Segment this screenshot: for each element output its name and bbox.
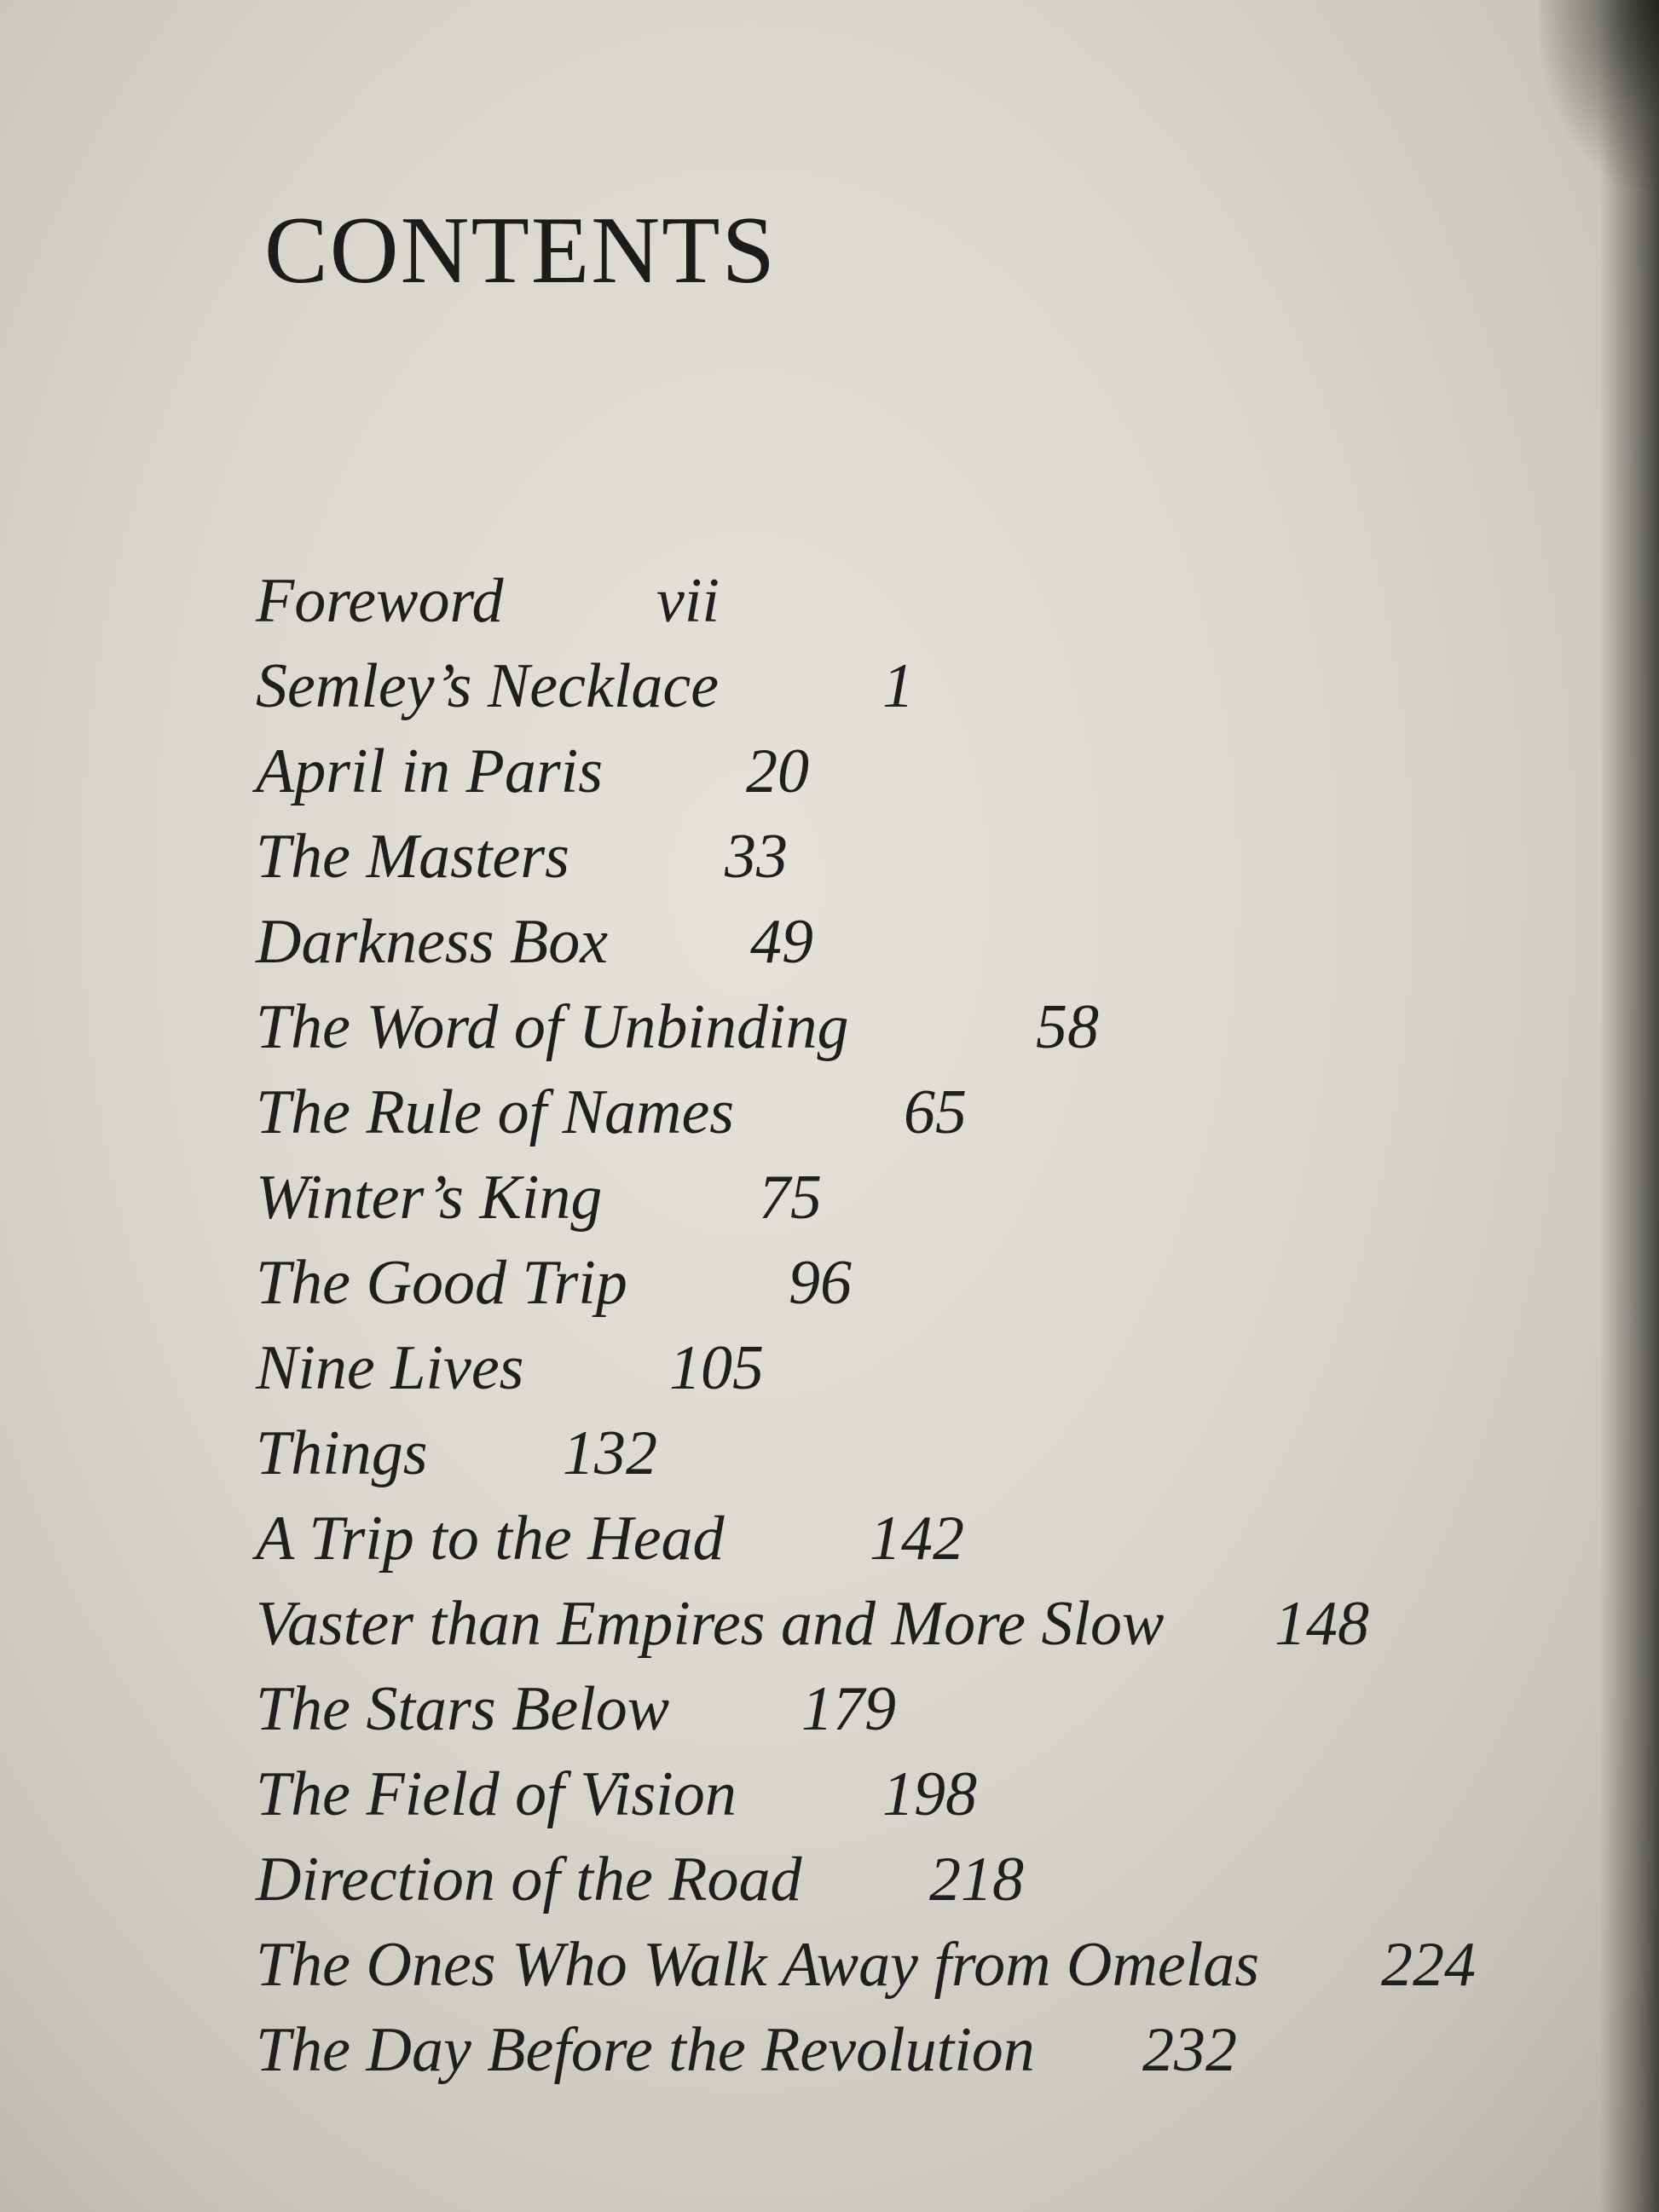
toc-entry-page: 105 bbox=[669, 1333, 764, 1403]
toc-entry-title: Winter’s King bbox=[256, 1163, 603, 1233]
toc-entry-page: 132 bbox=[563, 1418, 657, 1488]
toc-entry-page: 179 bbox=[801, 1674, 896, 1744]
toc-entry-title: The Stars Below bbox=[256, 1674, 670, 1744]
toc-entry-page: 198 bbox=[882, 1759, 977, 1829]
toc-entry-title: The Rule of Names bbox=[256, 1077, 735, 1147]
toc-entry-title: April in Paris bbox=[256, 736, 604, 806]
toc-entry-title: The Masters bbox=[256, 822, 569, 892]
toc-entry-title: The Word of Unbinding bbox=[256, 992, 849, 1062]
corner-shadow bbox=[1540, 0, 1659, 188]
toc-entry-title: Vaster than Empires and More Slow bbox=[256, 1589, 1165, 1659]
toc-entry-page: 142 bbox=[870, 1504, 964, 1574]
toc-entry-page: 58 bbox=[1036, 992, 1099, 1062]
toc-entry-page: 20 bbox=[746, 736, 809, 806]
toc-entry-page: 1 bbox=[882, 651, 914, 721]
toc-entry-page: 218 bbox=[929, 1845, 1024, 1915]
toc-entry-page: 224 bbox=[1381, 1930, 1476, 2000]
toc-entry-title: Direction of the Road bbox=[256, 1845, 802, 1915]
toc-entry-title: The Field of Vision bbox=[256, 1759, 737, 1829]
toc-entry-page: 75 bbox=[759, 1163, 822, 1233]
toc-entry-title: The Ones Who Walk Away from Omelas bbox=[256, 1930, 1260, 2000]
toc-entry-title: Darkness Box bbox=[256, 907, 609, 977]
toc-entry-title: The Day Before the Revolution bbox=[256, 2015, 1035, 2085]
contents-heading: CONTENTS bbox=[264, 198, 777, 303]
toc-entry-page: 65 bbox=[904, 1077, 967, 1147]
toc-entry-page: 148 bbox=[1275, 1589, 1369, 1659]
toc-entry-title: Things bbox=[256, 1418, 428, 1488]
toc-entry-page: 33 bbox=[725, 822, 788, 892]
toc-entry-title: Nine Lives bbox=[256, 1333, 524, 1403]
toc-entry-title: A Trip to the Head bbox=[256, 1504, 725, 1574]
page-edge-shadow bbox=[1599, 0, 1659, 2212]
toc-entry-title: Semley’s Necklace bbox=[256, 651, 720, 721]
toc-entry-title: The Good Trip bbox=[256, 1248, 627, 1318]
toc-entry-page: vii bbox=[656, 566, 720, 636]
toc-entry-page: 96 bbox=[789, 1248, 852, 1318]
toc-entry-title: Foreword bbox=[256, 566, 504, 636]
toc-entry-page: 232 bbox=[1142, 2015, 1237, 2085]
toc-entry-page: 49 bbox=[750, 907, 813, 977]
